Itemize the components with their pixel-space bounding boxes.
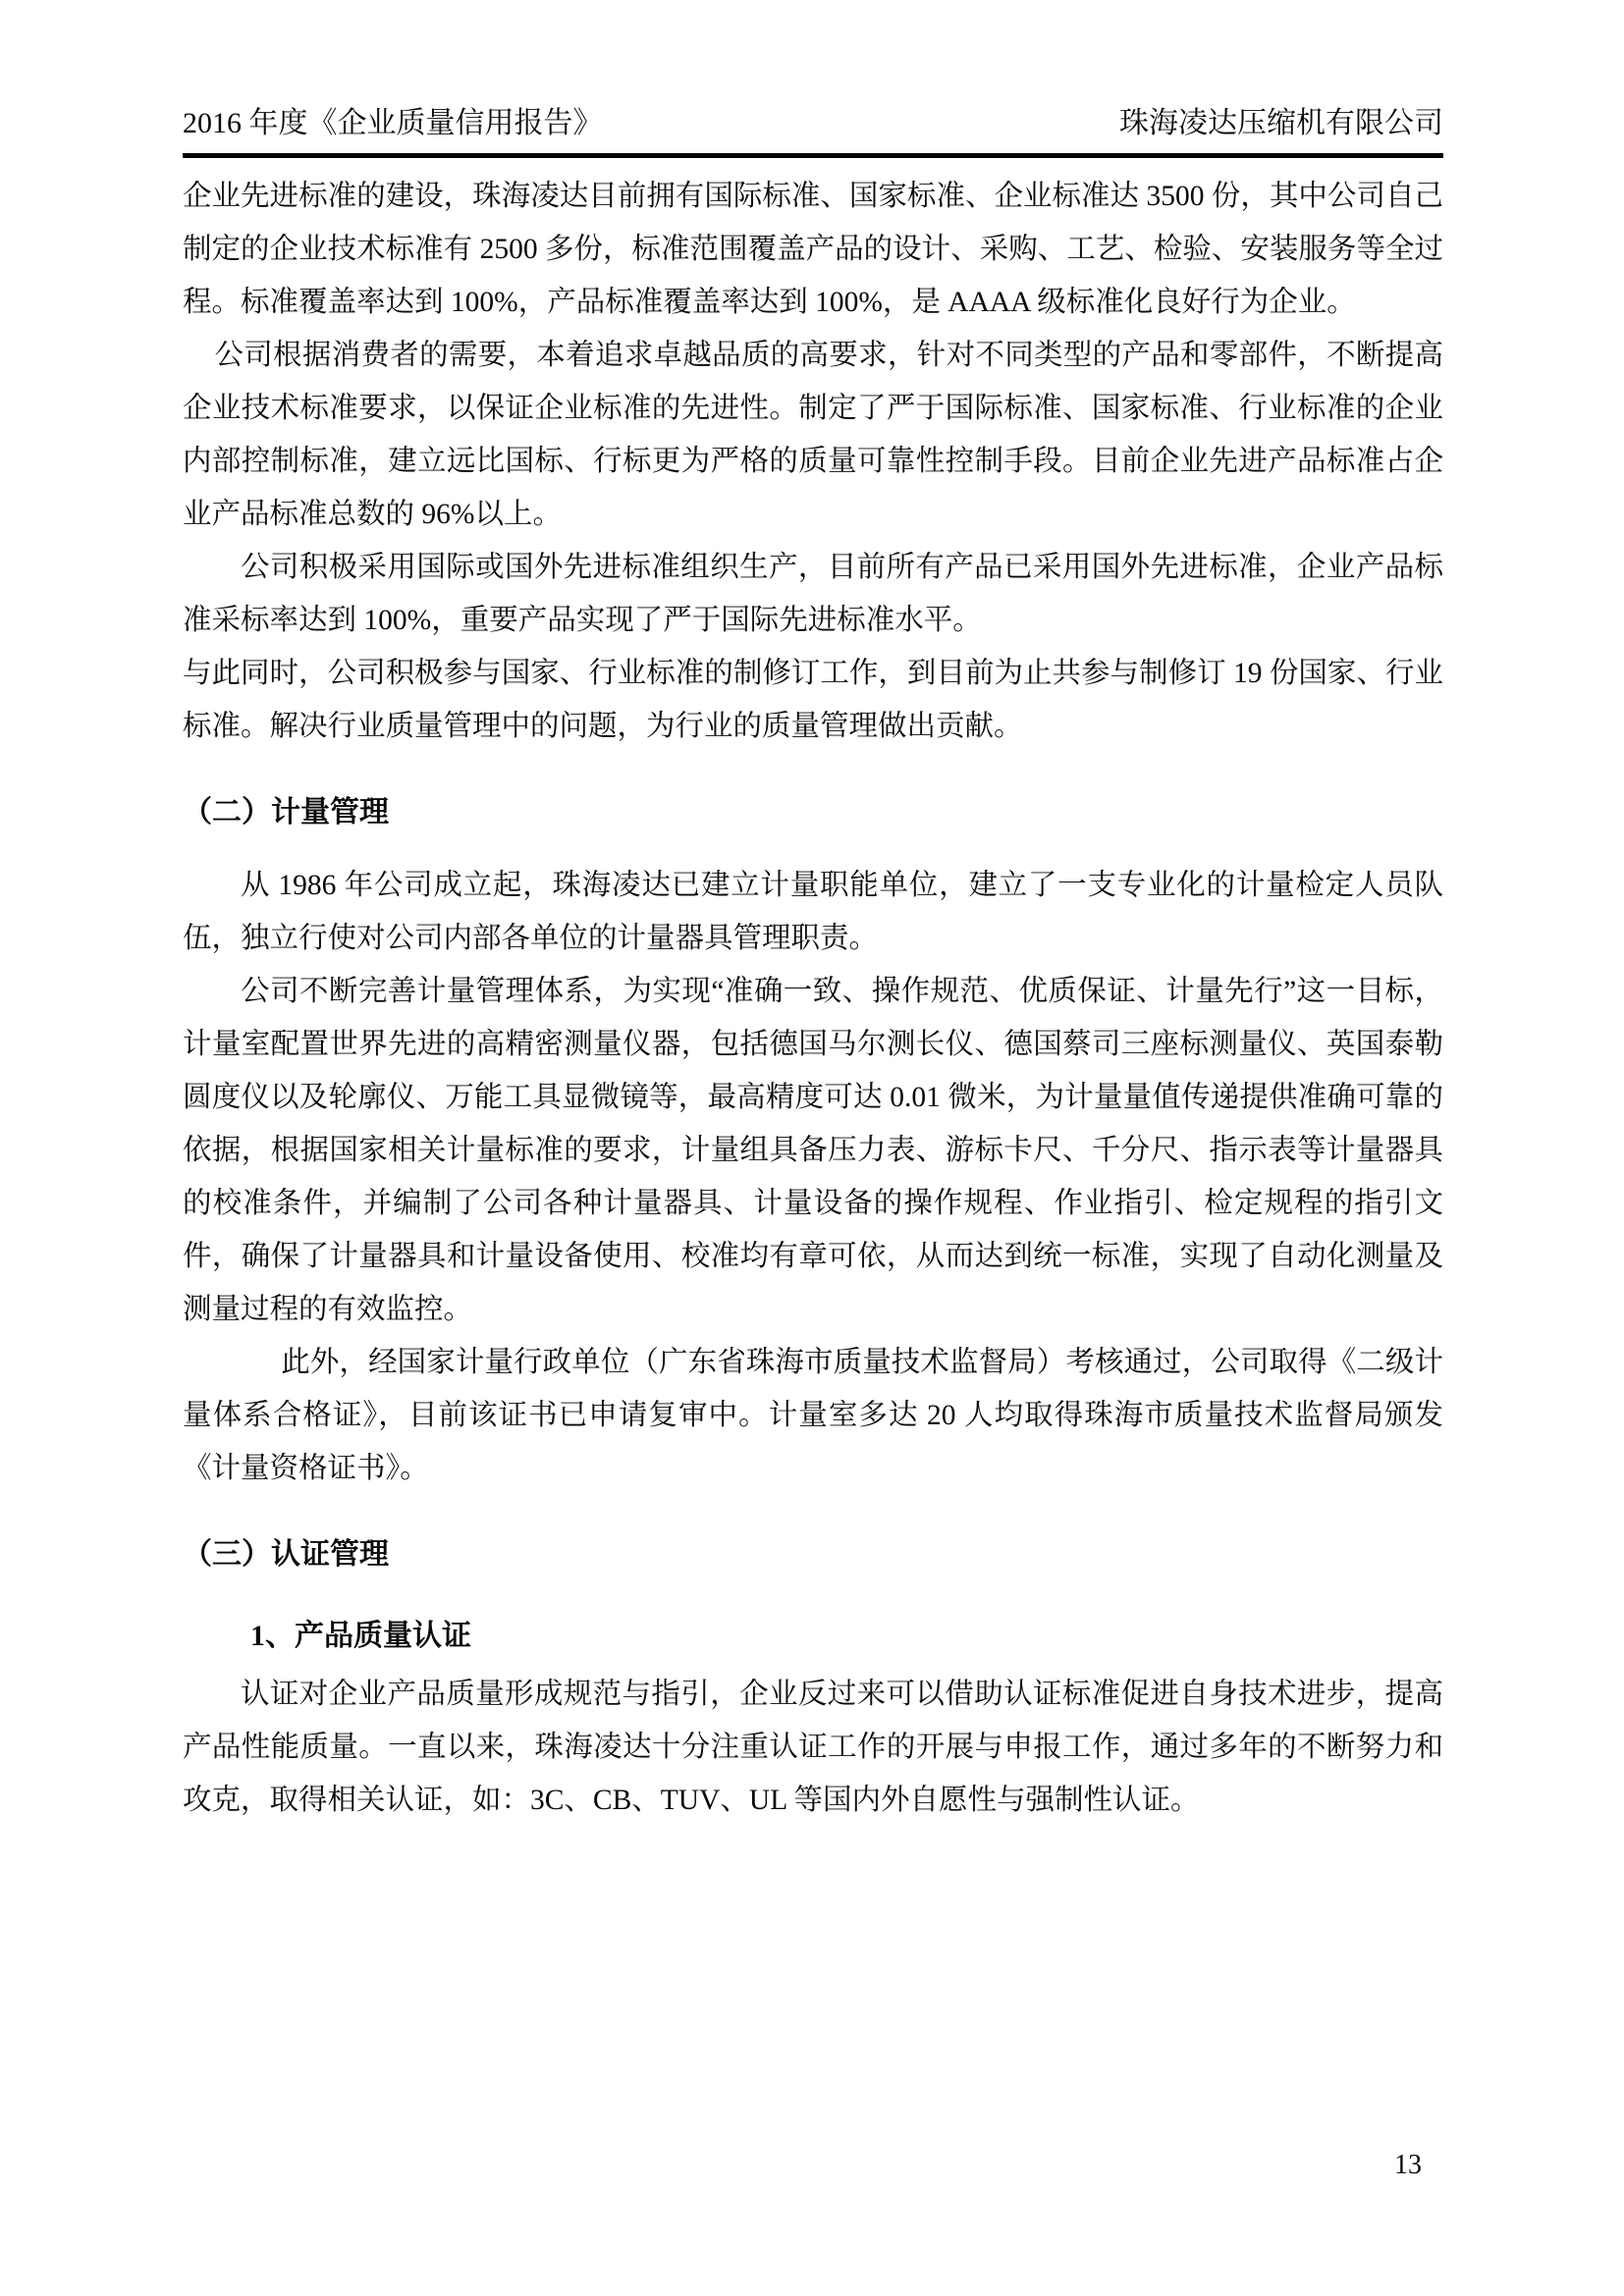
paragraph-metrology-certificates: 此外，经国家计量行政单位（广东省珠海市质量技术监督局）考核通过，公司取得《二级计量体系合格证》，目前该证书已申请复审中。计量室多达 20 人均取得珠海市质量技术监督局颁发《计量资格证书》。 [183, 1347, 1443, 1484]
paragraph-standards-revision-participation: 与此同时，公司积极参与国家、行业标准的制修订工作，到目前为止共参与制修订 19 份国家、行业标准。解决行业质量管理中的问题，为行业的质量管理做出贡献。 [183, 658, 1443, 742]
paragraph-certification-details: 认证对企业产品质量形成规范与指引，企业反过来可以借助认证标准促进自身技术进步，提高产品性能质量。一直以来，珠海凌达十分注重认证工作的开展与申报工作，通过多年的不断努力和攻克，取得相关认证，如：3C、CB、TUV、UL 等国内外自愿性与强制性认证。 [183, 1679, 1443, 1816]
page-header [183, 104, 1443, 158]
document-body [183, 170, 1443, 1827]
header-report-title: 2016 年度《企业质量信用报告》 [183, 107, 603, 139]
subsection-heading-product-quality-certification: 1、产品质量认证 [250, 1620, 471, 1652]
paragraph-metrology-system-details: 公司不断完善计量管理体系，为实现“准确一致、操作规范、优质保证、计量先行”这一目标，计量室配置世界先进的高精密测量仪器，包括德国马尔测长仪、德国蔡司三座标测量仪、英国泰勒圆度仪以及轮廓仪、万能工具显微镜等，最高精度可达 0.01 微米，为计量量值传递提供准确可靠的依据，根据国家相关计量标准的要求，计量组具备压力表、游标卡尺、千分尺、指示表等计量器具的校准条件，并编制了公司各种计量器具、计量设备的操作规程、作业指引、检定规程的指引文件，确保了计量器具和计量设备使用、校准均有章可依，从而达到统一标准，实现了自动化测量及测量过程的有效监控。 [183, 976, 1443, 1325]
paragraph-standards-overview: 企业先进标准的建设，珠海凌达目前拥有国际标准、国家标准、企业标准达 3500 份，其中公司自己制定的企业技术标准有 2500 多份，标准范围覆盖产品的设计、采购、工艺、检验、安装服务等全过程。标准覆盖率达到 100%，产品标准覆盖率达到 100%，是 AAAA 级标准化良好行为企业。 [183, 181, 1443, 318]
header-company-name: 珠海凌达压缩机有限公司 [1119, 107, 1443, 139]
paragraph-international-standards-adoption: 公司积极采用国际或国外先进标准组织生产，目前所有产品已采用国外先进标准，企业产品标准采标率达到 100%，重要产品实现了严于国际先进标准水平。 [183, 552, 1443, 636]
paragraph-consumer-standards: 公司根据消费者的需要，本着追求卓越品质的高要求，针对不同类型的产品和零部件，不断提高企业技术标准要求，以保证企业标准的先进性。制定了严于国际标准、国家标准、行业标准的企业内部控制标准，建立远比国标、行标更为严格的质量可靠性控制手段。目前企业先进产品标准占企业产品标准总数的 96%以上。 [183, 340, 1443, 530]
paragraph-metrology-unit-history: 从 1986 年公司成立起，珠海凌达已建立计量职能单位，建立了一支专业化的计量检定人员队伍，独立行使对公司内部各单位的计量器具管理职责。 [183, 870, 1443, 954]
page-number: 13 [1394, 2150, 1422, 2180]
section-heading-metrology-management: （二）计量管理 [183, 796, 389, 828]
section-heading-certification-management: （三）认证管理 [183, 1538, 389, 1571]
